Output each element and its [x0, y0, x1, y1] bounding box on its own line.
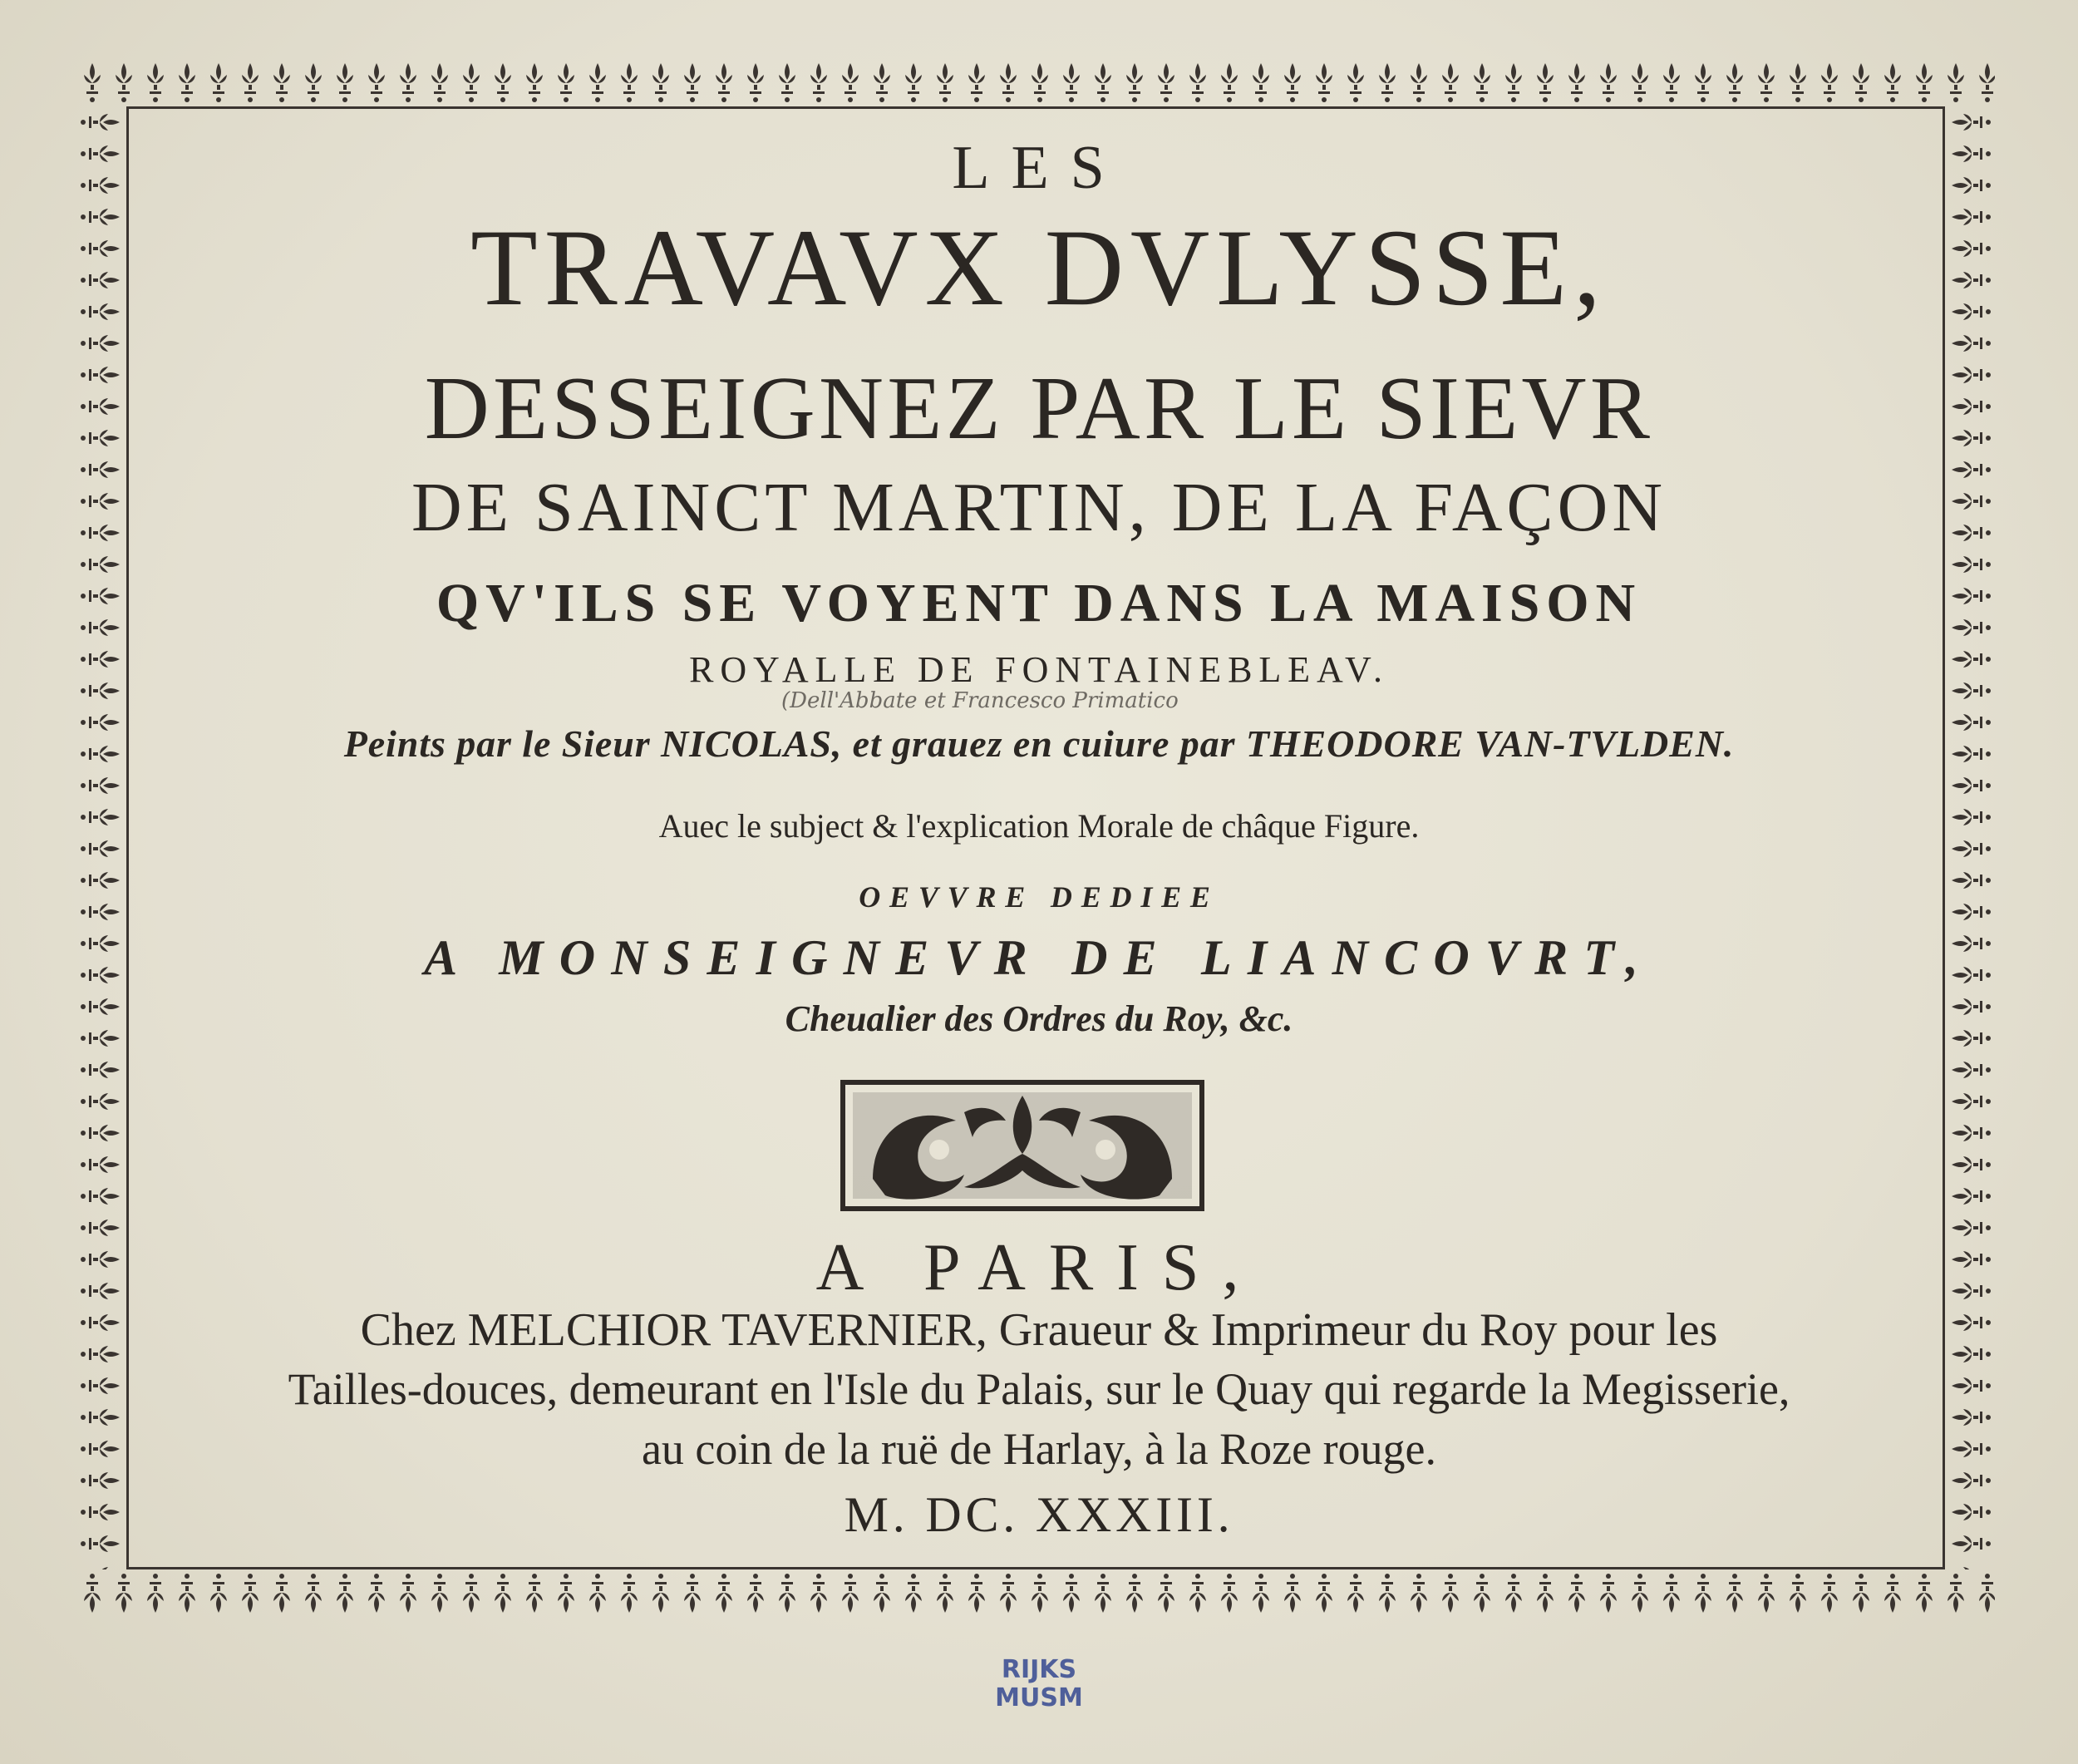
stamp-line-1: RIJKS — [1001, 1655, 1077, 1684]
title-line-main: TRAVAVX DVLYSSE, — [470, 206, 1608, 328]
title-line-cheualier: Cheualier des Ordres du Roy, &c. — [785, 998, 1293, 1039]
imprint-date: M. DC. XXXIII. — [844, 1487, 1234, 1542]
title-line-monseigneur: A MONSEIGNEVR DE LIANCOVRT, — [424, 930, 1654, 985]
title-line-paris: A PARIS, — [815, 1231, 1263, 1304]
imprint-line-3: au coin de la ruë de Harlay, à la Roze rouge. — [641, 1424, 1437, 1474]
stamp-line-2: MUSM — [995, 1683, 1083, 1712]
title-line-quils: QV'ILS SE VOYENT DANS LA MAISON — [436, 573, 1642, 633]
title-page-text — [125, 116, 1953, 1579]
imprint-line-1: Chez MELCHIOR TAVERNIER, Graueur & Imprimeur du Roy pour les — [360, 1304, 1718, 1356]
title-line-desseignez: DESSEIGNEZ PAR LE SIEVR — [424, 359, 1654, 458]
handwritten-annotation: (Dell'Abbate et Francesco Primatico — [781, 688, 1179, 713]
fleur-de-lis-border-icon — [76, 106, 126, 1569]
museum-stamp — [989, 1656, 1089, 1712]
title-line-les: LES — [952, 134, 1126, 202]
imprint-line-2: Tailles-douces, demeurant en l'Isle du Palais, sur le Quay qui regarde la Megisserie, — [288, 1364, 1790, 1414]
title-line-oeuvre: OEVVRE DEDIEE — [859, 880, 1219, 914]
title-line-fontainebleau: ROYALLE DE FONTAINEBLEAV. — [689, 649, 1389, 690]
title-line-auec: Auec le subject & l'explication Morale de châque Figure. — [658, 807, 1420, 845]
fleuron-ornament-icon — [840, 1079, 1205, 1212]
title-line-peints: Peints par le Sieur NICOLAS, et grauez en cuiure par THEODORE VAN-TVLDEN. — [343, 722, 1735, 765]
title-line-sainct-martin: DE SAINCT MARTIN, DE LA FAÇON — [411, 469, 1667, 546]
fleur-de-lis-border-icon — [76, 57, 1995, 106]
